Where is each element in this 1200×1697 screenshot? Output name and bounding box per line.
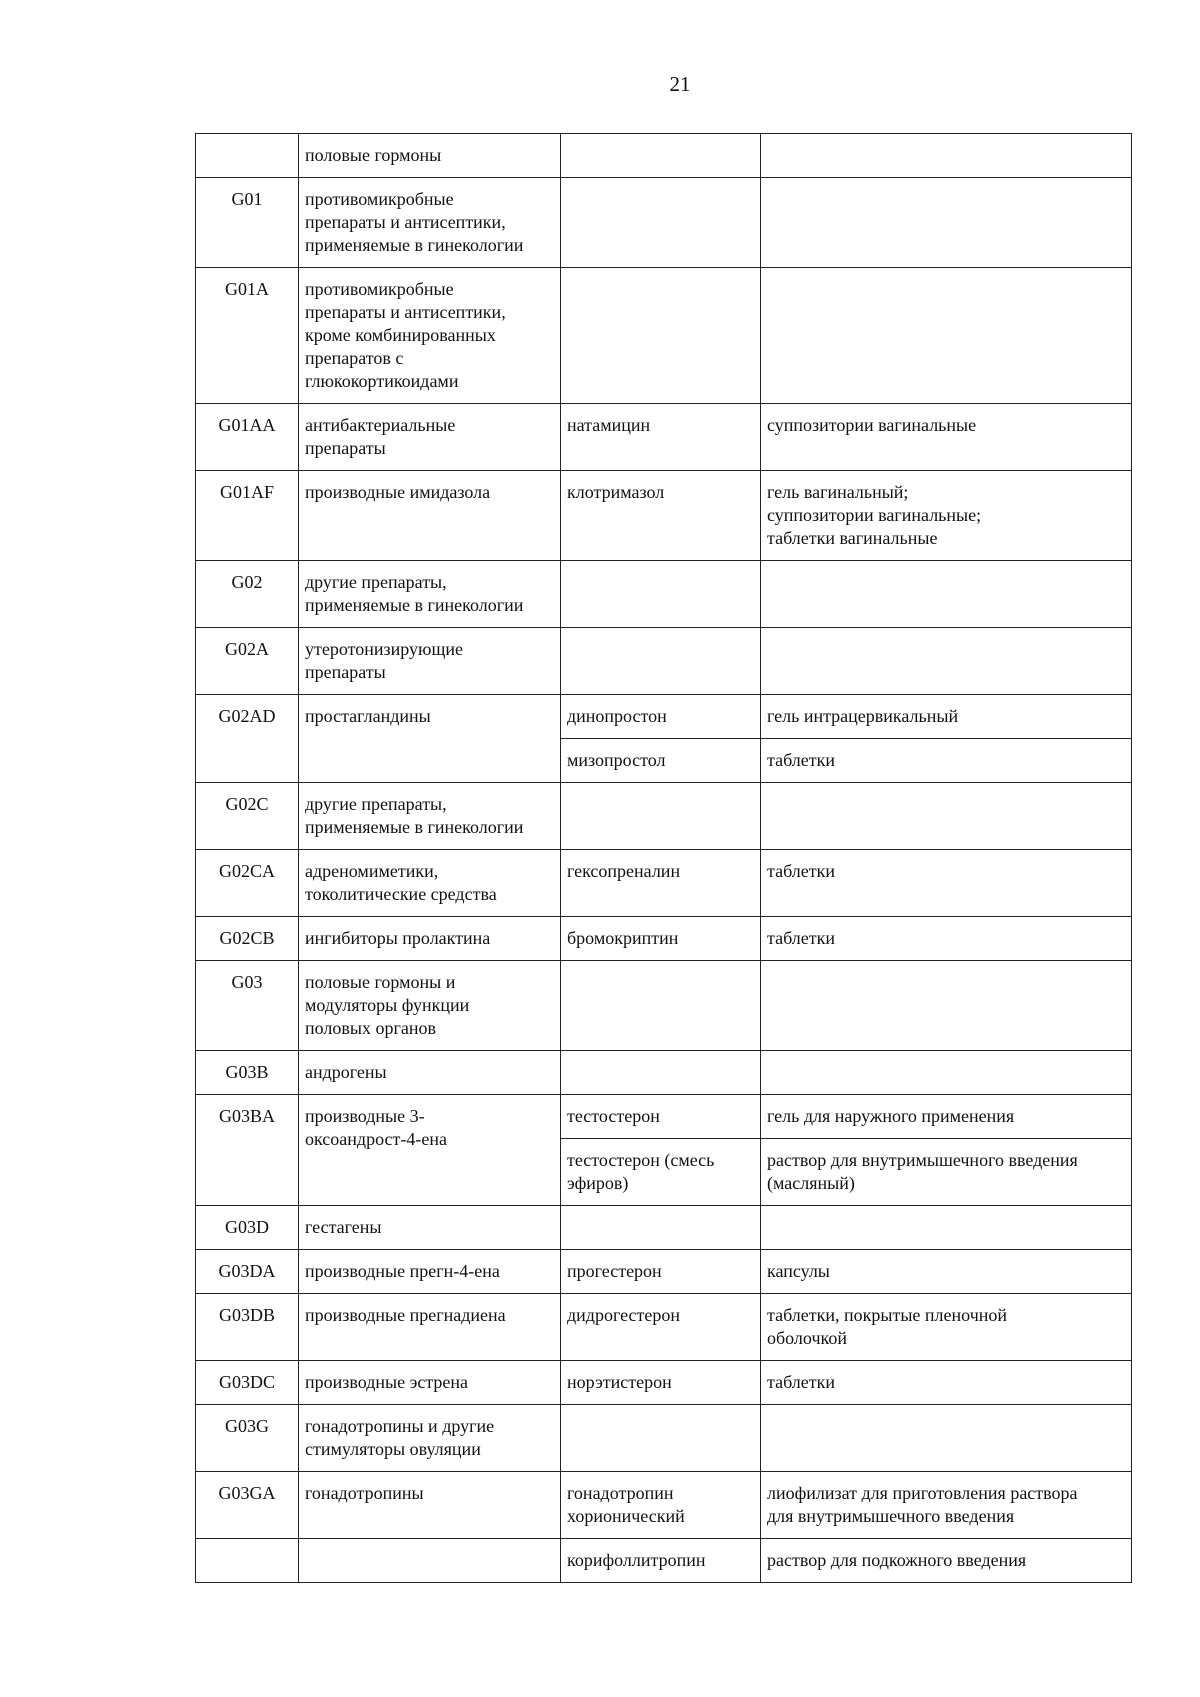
dosage-form-cell: гель вагинальный; суппозитории вагинальные; таблетки вагинальные	[761, 471, 1132, 561]
table-row	[196, 1361, 1132, 1405]
group-name-cell: производные прегн-4-ена	[299, 1250, 561, 1294]
group-name-cell: гонадотропины	[299, 1472, 561, 1539]
medication-table	[195, 133, 1132, 1583]
atc-code-cell: G03	[196, 961, 299, 1051]
dosage-form-cell: таблетки, покрытые пленочной оболочкой	[761, 1294, 1132, 1361]
atc-code-cell: G03B	[196, 1051, 299, 1095]
atc-code-cell: G03BA	[196, 1095, 299, 1206]
table-row	[196, 961, 1132, 1051]
atc-code-cell: G02AD	[196, 695, 299, 783]
group-name-cell: андрогены	[299, 1051, 561, 1095]
substance-cell: норэтистерон	[561, 1361, 761, 1405]
dosage-form-cell: лиофилизат для приготовления раствора для внутримышечного введения	[761, 1472, 1132, 1539]
substance-cell: прогестерон	[561, 1250, 761, 1294]
atc-code-cell: G02C	[196, 783, 299, 850]
atc-code-cell: G03D	[196, 1206, 299, 1250]
dosage-form-cell	[761, 1051, 1132, 1095]
substance-cell: тестостерон (смесь эфиров)	[561, 1139, 761, 1206]
substance-cell	[561, 134, 761, 178]
substance-cell: бромокриптин	[561, 917, 761, 961]
dosage-form-cell: таблетки	[761, 917, 1132, 961]
group-name-cell: половые гормоны и модуляторы функции половых органов	[299, 961, 561, 1051]
atc-code-cell: G02CB	[196, 917, 299, 961]
substance-cell	[561, 1405, 761, 1472]
table-row	[196, 783, 1132, 850]
group-name-cell: антибактериальные препараты	[299, 404, 561, 471]
group-name-cell: ингибиторы пролактина	[299, 917, 561, 961]
group-name-cell: производные 3- оксоандрост-4-ена	[299, 1095, 561, 1206]
table-row	[196, 178, 1132, 268]
table-row	[196, 561, 1132, 628]
group-name-cell	[299, 1539, 561, 1583]
table-row	[196, 134, 1132, 178]
substance-cell: тестостерон	[561, 1095, 761, 1139]
substance-cell: дидрогестерон	[561, 1294, 761, 1361]
dosage-form-cell: гель для наружного применения	[761, 1095, 1132, 1139]
substance-cell	[561, 1051, 761, 1095]
group-name-cell: утеротонизирующие препараты	[299, 628, 561, 695]
dosage-form-cell: капсулы	[761, 1250, 1132, 1294]
substance-cell: натамицин	[561, 404, 761, 471]
dosage-form-cell	[761, 561, 1132, 628]
table-row	[196, 1095, 1132, 1139]
atc-code-cell: G02	[196, 561, 299, 628]
table-row	[196, 850, 1132, 917]
dosage-form-cell	[761, 1206, 1132, 1250]
dosage-form-cell: таблетки	[761, 739, 1132, 783]
substance-cell	[561, 178, 761, 268]
substance-cell	[561, 783, 761, 850]
table-row	[196, 1539, 1132, 1583]
table-row	[196, 1250, 1132, 1294]
substance-cell	[561, 1206, 761, 1250]
dosage-form-cell: таблетки	[761, 1361, 1132, 1405]
atc-code-cell: G03DB	[196, 1294, 299, 1361]
dosage-form-cell	[761, 268, 1132, 404]
table-row	[196, 404, 1132, 471]
substance-cell: гексопреналин	[561, 850, 761, 917]
atc-code-cell: G01AA	[196, 404, 299, 471]
group-name-cell: противомикробные препараты и антисептики, кроме комбинированных препаратов с глюкокортикоидами	[299, 268, 561, 404]
atc-code-cell	[196, 134, 299, 178]
dosage-form-cell	[761, 628, 1132, 695]
group-name-cell: половые гормоны	[299, 134, 561, 178]
atc-code-cell: G01AF	[196, 471, 299, 561]
group-name-cell: гонадотропины и другие стимуляторы овуляции	[299, 1405, 561, 1472]
substance-cell	[561, 961, 761, 1051]
dosage-form-cell: гель интрацервикальный	[761, 695, 1132, 739]
substance-cell	[561, 561, 761, 628]
table-row	[196, 917, 1132, 961]
substance-cell: мизопростол	[561, 739, 761, 783]
group-name-cell: простагландины	[299, 695, 561, 783]
table-row	[196, 695, 1132, 739]
table-row	[196, 1206, 1132, 1250]
atc-code-cell: G03DA	[196, 1250, 299, 1294]
dosage-form-cell: раствор для подкожного введения	[761, 1539, 1132, 1583]
page-number: 21	[669, 72, 691, 96]
dosage-form-cell	[761, 178, 1132, 268]
substance-cell: динопростон	[561, 695, 761, 739]
table-row	[196, 1294, 1132, 1361]
dosage-form-cell	[761, 1405, 1132, 1472]
atc-code-cell: G01A	[196, 268, 299, 404]
atc-code-cell: G03DC	[196, 1361, 299, 1405]
substance-cell	[561, 268, 761, 404]
substance-cell: клотримазол	[561, 471, 761, 561]
atc-code-cell: G02CA	[196, 850, 299, 917]
dosage-form-cell: раствор для внутримышечного введения (масляный)	[761, 1139, 1132, 1206]
group-name-cell: другие препараты, применяемые в гинекологии	[299, 783, 561, 850]
table-row	[196, 1405, 1132, 1472]
group-name-cell: производные прегнадиена	[299, 1294, 561, 1361]
dosage-form-cell	[761, 783, 1132, 850]
substance-cell: корифоллитропин	[561, 1539, 761, 1583]
group-name-cell: противомикробные препараты и антисептики, применяемые в гинекологии	[299, 178, 561, 268]
atc-code-cell: G02A	[196, 628, 299, 695]
group-name-cell: производные имидазола	[299, 471, 561, 561]
group-name-cell: гестагены	[299, 1206, 561, 1250]
group-name-cell: адреномиметики, токолитические средства	[299, 850, 561, 917]
table-row	[196, 628, 1132, 695]
atc-code-cell	[196, 1539, 299, 1583]
table-row	[196, 268, 1132, 404]
substance-cell	[561, 628, 761, 695]
substance-cell: гонадотропин хорионический	[561, 1472, 761, 1539]
group-name-cell: производные эстрена	[299, 1361, 561, 1405]
table-row	[196, 1472, 1132, 1539]
dosage-form-cell	[761, 961, 1132, 1051]
atc-code-cell: G03GA	[196, 1472, 299, 1539]
table-row	[196, 1051, 1132, 1095]
table-row	[196, 471, 1132, 561]
dosage-form-cell: таблетки	[761, 850, 1132, 917]
atc-code-cell: G01	[196, 178, 299, 268]
dosage-form-cell: суппозитории вагинальные	[761, 404, 1132, 471]
atc-code-cell: G03G	[196, 1405, 299, 1472]
dosage-form-cell	[761, 134, 1132, 178]
group-name-cell: другие препараты, применяемые в гинекологии	[299, 561, 561, 628]
